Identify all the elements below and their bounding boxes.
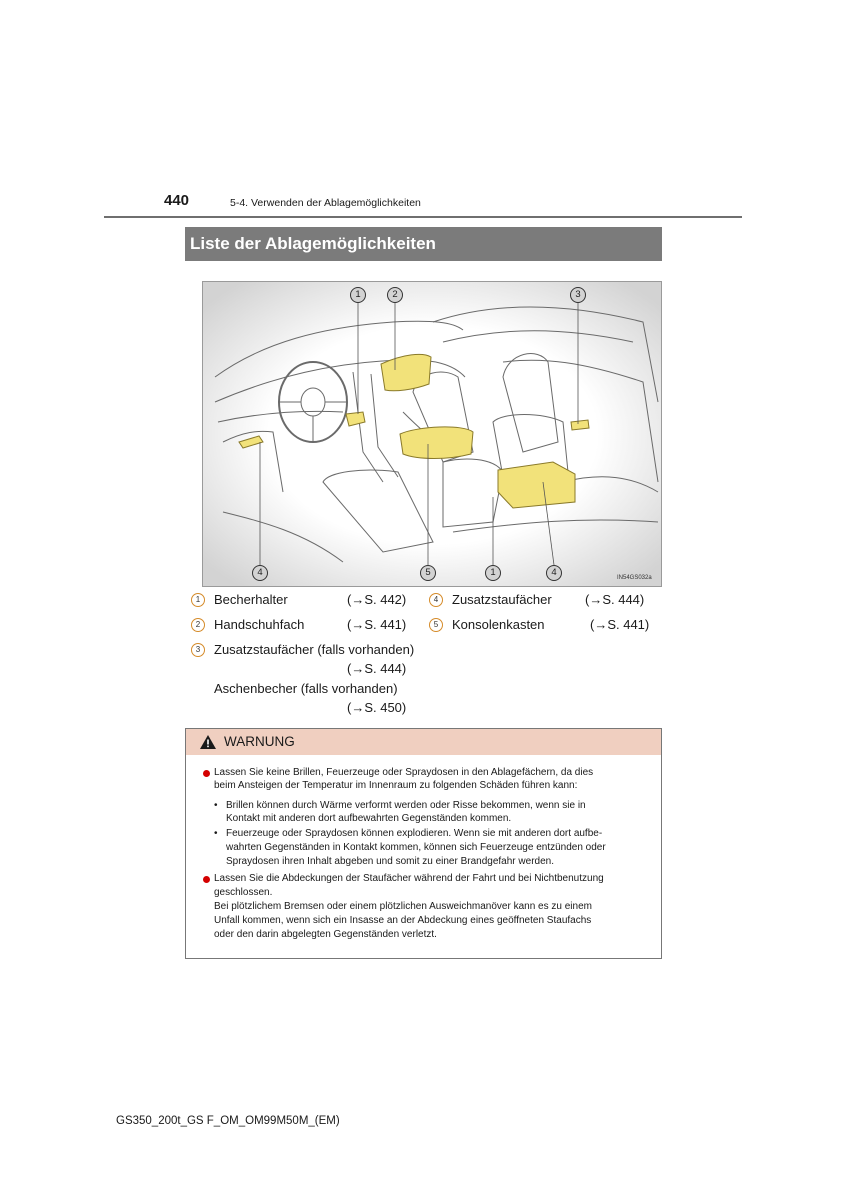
callout-5-bottom: 5 (420, 565, 436, 581)
chapter-title: 5-4. Verwenden der Ablagemöglichkeiten (230, 197, 421, 209)
callout-3-top: 3 (570, 287, 586, 303)
legend-num-2: 2 (191, 618, 205, 632)
rear-console-highlight (498, 462, 575, 508)
legend-ref-aux-compartments[interactable]: (→S. 444) (585, 592, 645, 607)
warning-sub2-line1: Feuerzeuge oder Spraydosen können explodieren. Wenn sie mit anderen dort aufbe- (226, 828, 603, 839)
warning-sub-bullet-2: • (214, 828, 218, 839)
legend-label-ashtray: Aschenbecher (falls vorhanden) (214, 681, 398, 696)
legend-num-5: 5 (429, 618, 443, 632)
callout-2-top: 2 (387, 287, 403, 303)
warning-text-2-line3: Bei plötzlichem Bremsen oder einem plötzlichen Ausweichmanöver kann es zu einem (214, 901, 592, 912)
page-number: 440 (164, 192, 190, 209)
legend-ref-ashtray[interactable]: (→S. 450) (347, 700, 407, 715)
legend-label-aux-storage: Zusatzstaufächer (falls vorhanden) (214, 642, 415, 657)
callout-1-bottom: 1 (485, 565, 501, 581)
legend-ref-console-box[interactable]: (→S. 441) (590, 617, 650, 632)
legend-label-aux-compartments: Zusatzstaufächer (452, 592, 552, 607)
warning-text-2-line2: geschlossen. (214, 887, 273, 898)
figure-code: IN54GS032a (617, 575, 652, 581)
callout-4-bottom-right: 4 (546, 565, 562, 581)
rear-door-pocket-highlight (571, 420, 589, 430)
warning-bullet-dot-2 (203, 876, 210, 883)
warning-sub1-line1: Brillen können durch Wärme verformt werden oder Risse bekommen, wenn sie in (226, 800, 586, 811)
warning-text-2-line5: oder den darin abgelegten Gegenständen verletzt. (214, 929, 437, 940)
warning-label: WARNUNG (224, 734, 295, 749)
interior-illustration (202, 281, 662, 587)
legend-num-4: 4 (429, 593, 443, 607)
warning-text-2-line1: Lassen Sie die Abdeckungen der Staufächer während der Fahrt und bei Nichtbenutzung (214, 873, 604, 884)
header-rule (104, 216, 742, 218)
car-interior-drawing (203, 282, 662, 587)
legend-num-1: 1 (191, 593, 205, 607)
warning-text-1-line1: Lassen Sie keine Brillen, Feuerzeuge oder Spraydosen in den Ablagefächern, da dies (214, 767, 594, 778)
warning-sub2-line3: Spraydosen ihren Inhalt abgeben und somit zu einer Brandgefahr werden. (226, 856, 554, 867)
legend-label-console-box: Konsolenkasten (452, 617, 545, 632)
legend-ref-aux-storage[interactable]: (→S. 444) (347, 661, 407, 676)
legend-label-cup-holder: Becherhalter (214, 592, 288, 607)
legend-label-glove-box: Handschuhfach (214, 617, 305, 632)
legend-ref-cup-holder[interactable]: (→S. 442) (347, 592, 407, 607)
footer-document-code: GS350_200t_GS F_OM_OM99M50M_(EM) (116, 1115, 340, 1127)
warning-sub2-line2: wahrten Gegenständen in Kontakt kommen, können sich Feuerzeuge entzünden oder (226, 842, 606, 853)
warning-text-2-line4: Unfall kommen, wenn sich ein Insasse an der Abdeckung eines geöffneten Staufachs (214, 915, 592, 926)
legend-ref-glove-box[interactable]: (→S. 441) (347, 617, 407, 632)
legend-num-3: 3 (191, 643, 205, 657)
callout-4-bottom-left: 4 (252, 565, 268, 581)
warning-sub1-line2: Kontakt mit anderen dort aufbewahrten Gegenständen kommen. (226, 813, 512, 824)
callout-1-top: 1 (350, 287, 366, 303)
console-box-highlight (400, 427, 473, 459)
warning-sub-bullet-1: • (214, 800, 218, 811)
warning-text-1-line2: beim Ansteigen der Temperatur im Innenraum zu folgenden Schäden führen kann: (214, 780, 578, 791)
warning-bullet-dot-1 (203, 770, 210, 777)
section-title: Liste der Ablagemöglichkeiten (190, 234, 436, 253)
warning-triangle-icon (199, 734, 217, 750)
